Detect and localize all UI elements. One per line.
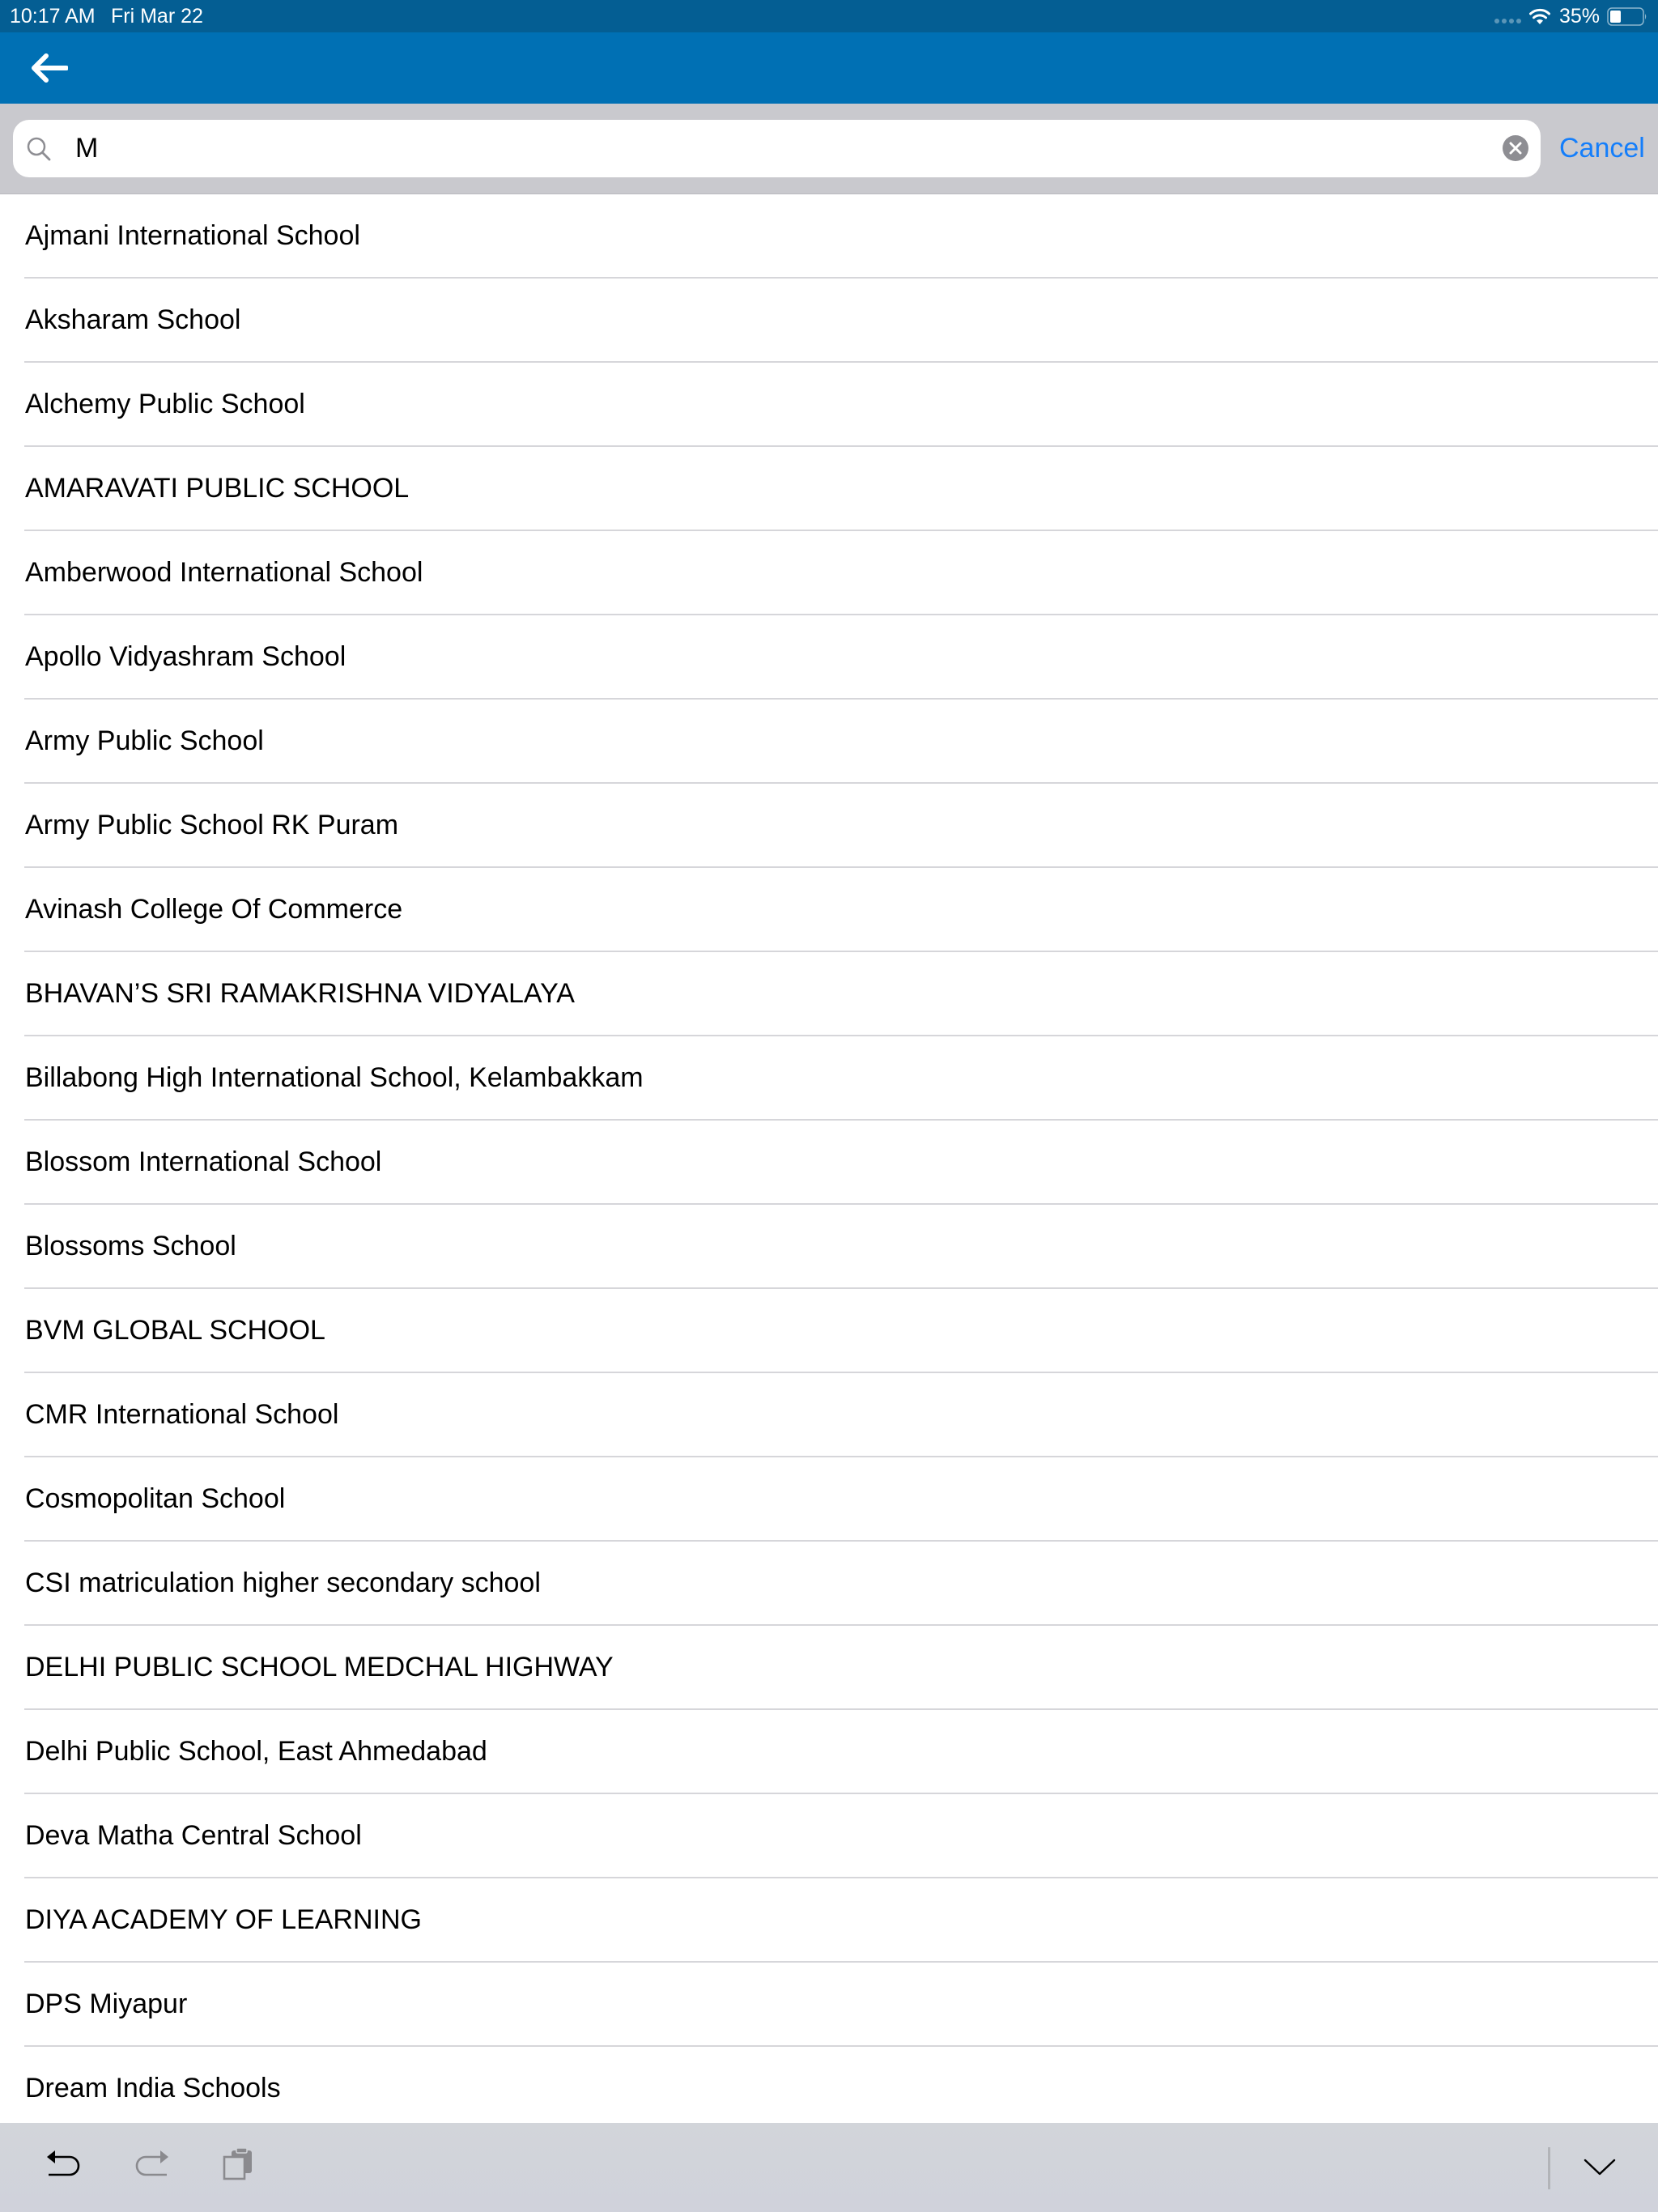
list-item-label: BVM GLOBAL SCHOOL [25, 1315, 325, 1346]
list-item[interactable] [0, 279, 1658, 363]
clear-search-button[interactable] [1503, 135, 1528, 161]
chevron-down-icon [1579, 2147, 1621, 2189]
cancel-button[interactable]: Cancel [1559, 120, 1648, 177]
list-item[interactable] [0, 952, 1658, 1036]
arrow-left-icon [29, 53, 68, 83]
list-item-label: Avinash College Of Commerce [25, 894, 403, 925]
list-item-label: Apollo Vidyashram School [25, 641, 346, 672]
toolbar-divider [1548, 2147, 1550, 2189]
list-item[interactable] [0, 363, 1658, 447]
list-item-label: BHAVAN’S SRI RAMAKRISHNA VIDYALAYA [25, 978, 575, 1009]
undo-button[interactable] [44, 2147, 86, 2189]
list-item-label: Blossom International School [25, 1146, 382, 1177]
signal-dots-icon [1494, 19, 1521, 23]
list-item[interactable] [0, 2047, 1658, 2123]
list-item[interactable] [0, 615, 1658, 700]
search-bar [0, 104, 1658, 194]
keyboard-shortcut-bar [0, 2123, 1658, 2212]
list-item[interactable] [0, 1373, 1658, 1457]
list-item-label: Army Public School [25, 725, 264, 756]
list-item-label: CMR International School [25, 1399, 339, 1430]
list-item-label: Blossoms School [25, 1231, 236, 1261]
nav-bar [0, 32, 1658, 104]
list-item[interactable] [0, 868, 1658, 952]
list-item-label: DELHI PUBLIC SCHOOL MEDCHAL HIGHWAY [25, 1652, 614, 1682]
list-item[interactable] [0, 1205, 1658, 1289]
list-item-label: Aksharam School [25, 304, 241, 335]
list-item-label: Cosmopolitan School [25, 1483, 286, 1514]
list-item-label: Army Public School RK Puram [25, 810, 399, 840]
back-button[interactable] [23, 45, 74, 91]
list-item[interactable] [0, 1794, 1658, 1878]
list-item-label: Billabong High International School, Kelambakkam [25, 1062, 644, 1093]
results-list[interactable] [0, 194, 1658, 2123]
list-item-label: DPS Miyapur [25, 1989, 188, 2019]
list-item[interactable] [0, 194, 1658, 279]
search-field[interactable] [13, 120, 1541, 177]
paste-icon [217, 2147, 259, 2189]
dismiss-keyboard-button[interactable] [1579, 2147, 1621, 2189]
list-item-label: DIYA ACADEMY OF LEARNING [25, 1904, 422, 1935]
list-item[interactable] [0, 700, 1658, 784]
redo-button[interactable] [130, 2147, 172, 2189]
list-item[interactable] [0, 1963, 1658, 2047]
list-item[interactable] [0, 531, 1658, 615]
magnifier-icon [26, 136, 52, 162]
list-item-label: Deva Matha Central School [25, 1820, 362, 1851]
battery-percent: 35% [1559, 5, 1601, 28]
list-item-label: CSI matriculation higher secondary school [25, 1568, 541, 1598]
list-item-label: Alchemy Public School [25, 389, 305, 419]
list-item[interactable] [0, 1542, 1658, 1626]
undo-icon [44, 2147, 86, 2189]
list-item[interactable] [0, 1710, 1658, 1794]
list-item[interactable] [0, 1457, 1658, 1542]
list-item-label: Dream India Schools [25, 2073, 281, 2104]
list-item-label: Ajmani International School [25, 220, 360, 251]
redo-icon [130, 2147, 172, 2189]
list-item[interactable] [0, 1121, 1658, 1205]
list-item[interactable] [0, 1036, 1658, 1121]
clear-circle-x-icon [1509, 142, 1522, 155]
list-item-label: Amberwood International School [25, 557, 423, 588]
list-item-label: Delhi Public School, East Ahmedabad [25, 1736, 487, 1767]
status-bar [0, 0, 1658, 32]
list-item[interactable] [0, 1878, 1658, 1963]
list-item[interactable] [0, 784, 1658, 868]
paste-button[interactable] [217, 2147, 259, 2189]
list-item-label: AMARAVATI PUBLIC SCHOOL [25, 473, 410, 504]
battery-icon [1607, 7, 1647, 26]
list-item[interactable] [0, 447, 1658, 531]
search-input[interactable] [62, 120, 1486, 177]
status-date: Fri Mar 22 [111, 5, 203, 28]
list-item[interactable] [0, 1626, 1658, 1710]
list-item[interactable] [0, 1289, 1658, 1373]
status-time: 10:17 AM [10, 5, 96, 28]
wifi-icon [1528, 7, 1551, 25]
